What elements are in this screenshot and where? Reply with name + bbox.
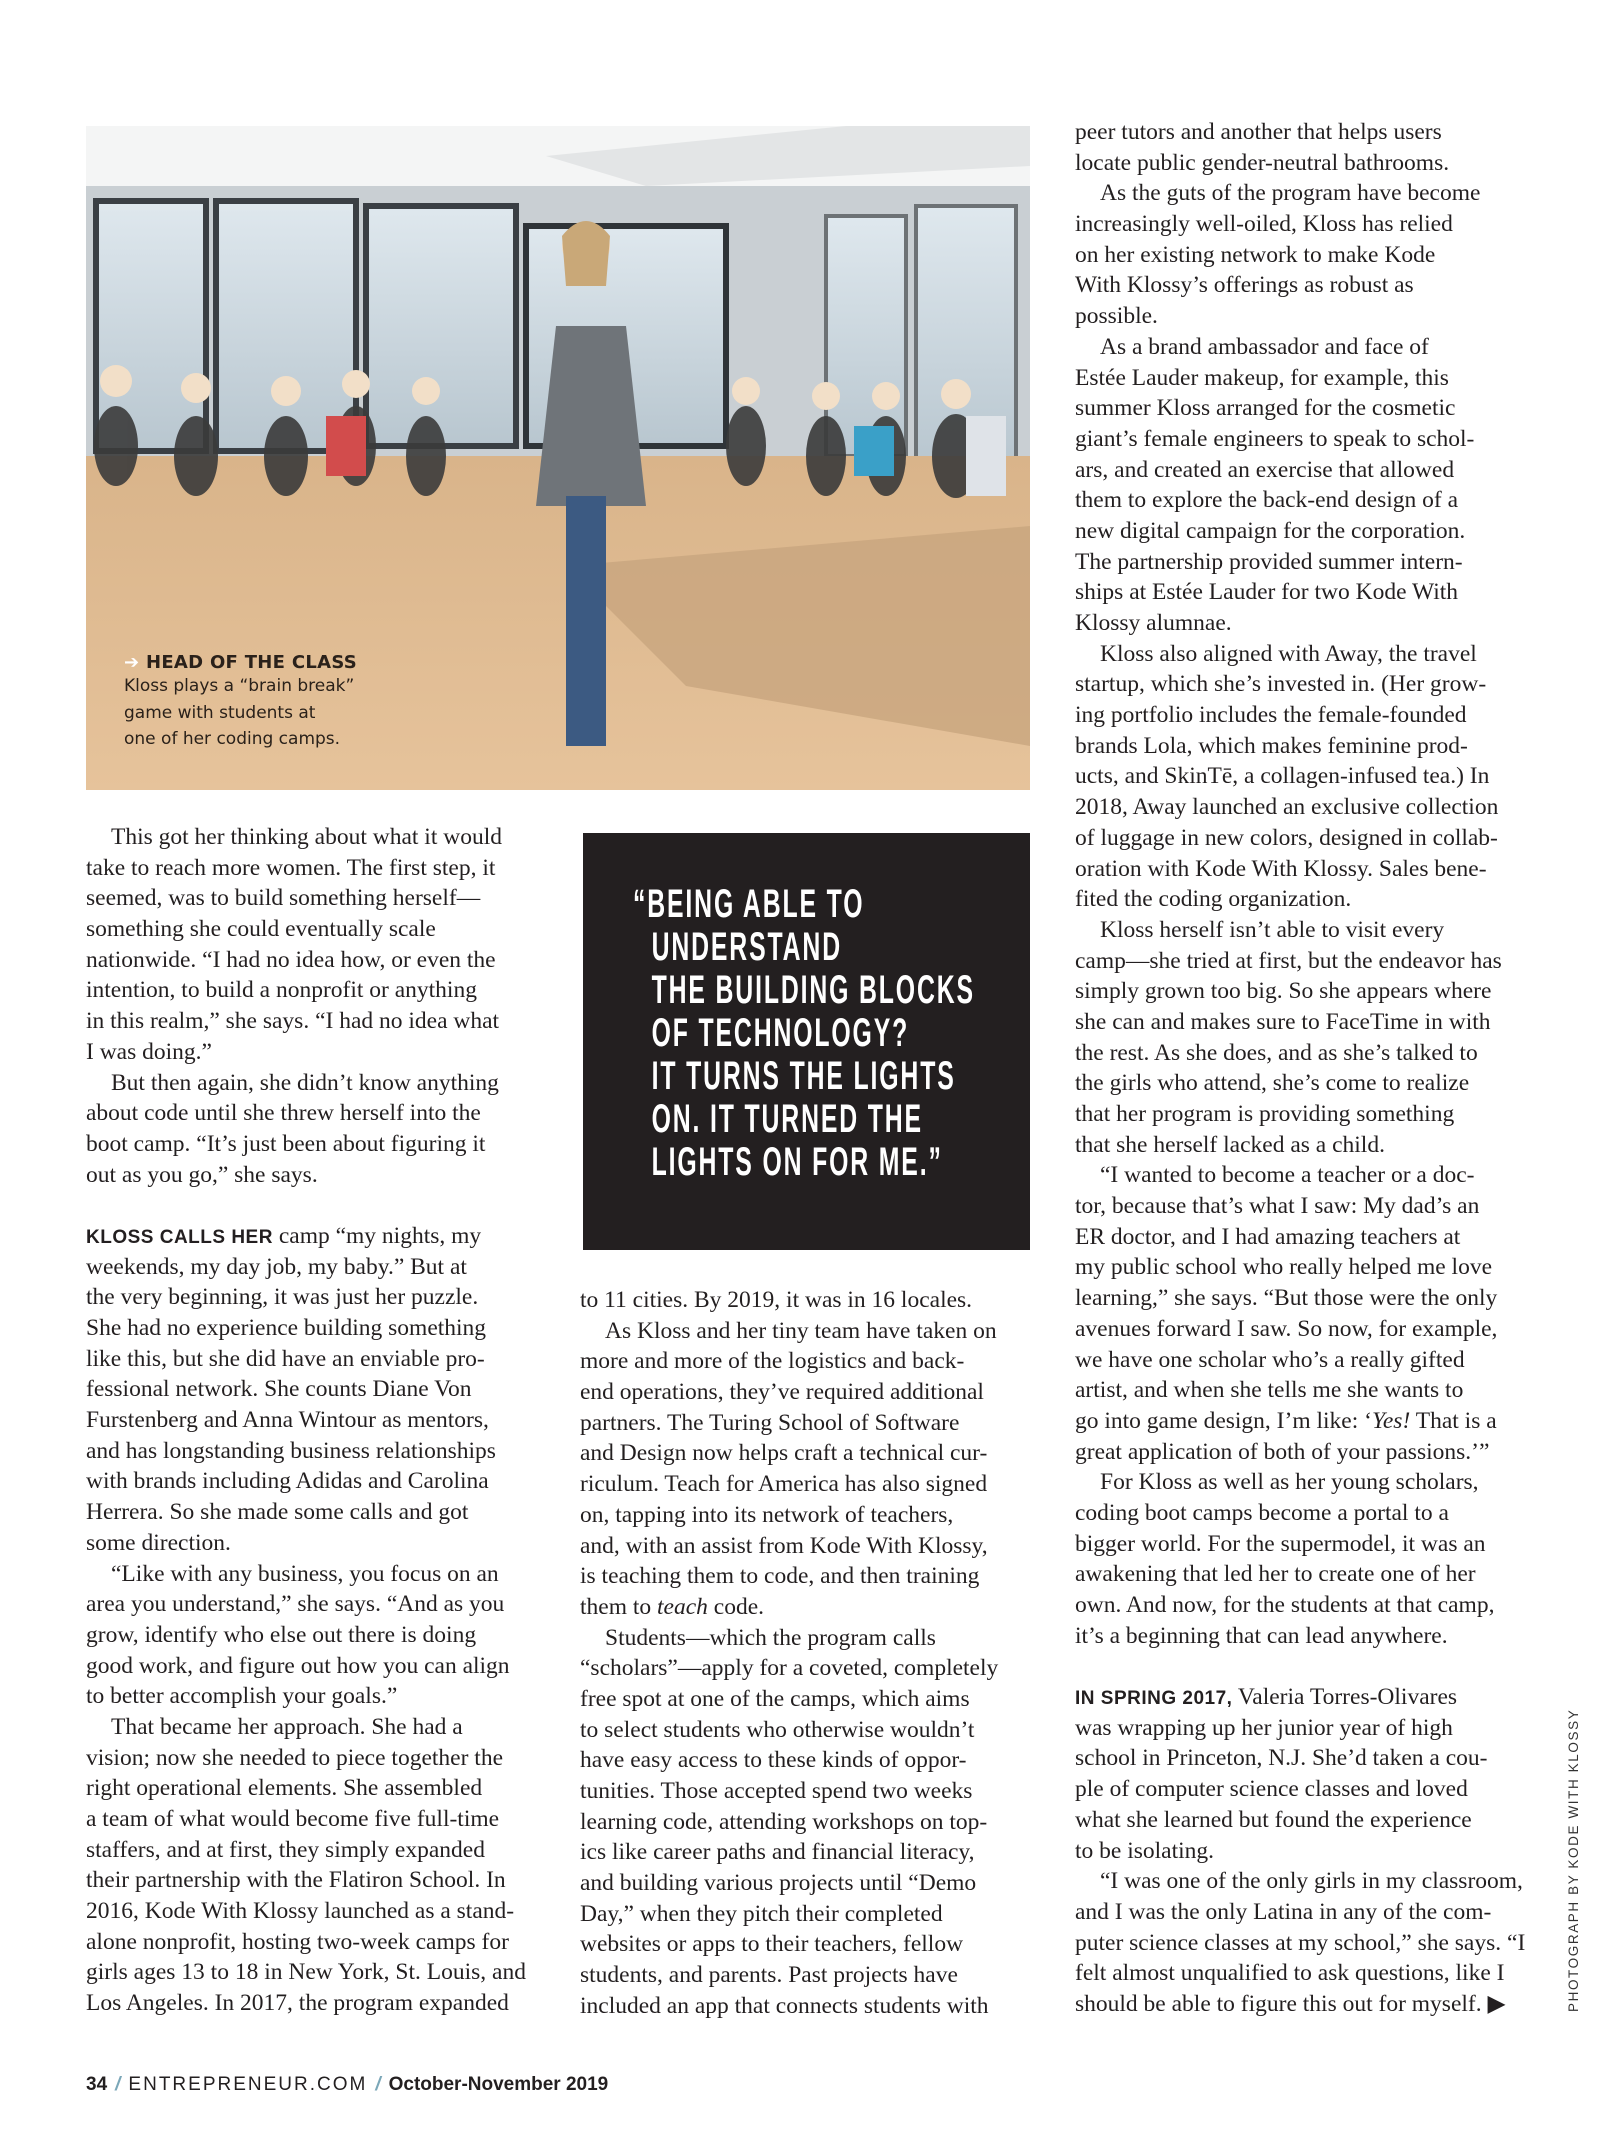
line-text: possible. <box>1075 303 1158 330</box>
text-line <box>1075 1498 1535 1529</box>
text-line <box>1075 1222 1535 1253</box>
line-text: puter science classes at my school,” she says. “I <box>1075 1929 1526 1956</box>
text-line <box>1075 639 1535 670</box>
text-line <box>1075 1160 1535 1191</box>
line-text: tor, because that’s what I saw: My dad’s an <box>1075 1193 1480 1220</box>
text-line <box>86 1927 546 1958</box>
line-text: boot camp. “It’s just been about figuring it <box>86 1130 486 1157</box>
line-text: and building various projects until “Demo <box>580 1870 977 1897</box>
text-line <box>86 1712 546 1743</box>
site-name: ENTREPRENEUR.COM <box>128 2074 368 2095</box>
line-text: students, and parents. Past projects have <box>580 1962 958 1989</box>
slash-divider: / <box>375 2074 381 2095</box>
pull-quote-line: IT TURNS THE LIGHTS <box>651 1054 956 1098</box>
text-line <box>1075 976 1535 1007</box>
text-line <box>86 883 546 914</box>
line-text: 2016, Kode With Klossy launched as a stand- <box>86 1898 515 1925</box>
text-line <box>1075 1743 1535 1774</box>
line-text: coding boot camps become a portal to a <box>1075 1499 1449 1526</box>
text-line <box>86 914 546 945</box>
text-line <box>86 1221 546 1252</box>
line-text: what she learned but found the experience <box>1075 1806 1472 1833</box>
text-line <box>1075 1897 1535 1928</box>
line-text: to be isolating. <box>1075 1837 1215 1864</box>
text-line <box>1075 1406 1535 1437</box>
text-line <box>86 1436 546 1467</box>
pull-quote <box>583 833 1030 1250</box>
line-text: felt almost unqualified to ask questions, like I <box>1075 1960 1505 1987</box>
line-text: and I was the only Latina in any of the com- <box>1075 1898 1492 1925</box>
text-line <box>580 1745 1040 1776</box>
line-text: like this, but she did have an enviable pro- <box>86 1345 485 1372</box>
text-line <box>1075 1345 1535 1376</box>
line-text: them to <box>580 1593 658 1620</box>
text-line <box>86 945 546 976</box>
text-line <box>1075 946 1535 977</box>
line-text: “scholars”—apply for a coveted, completely <box>580 1655 999 1682</box>
line-text: a team of what would become five full-time <box>86 1806 500 1832</box>
line-text: learning code, attending workshops on top- <box>580 1808 988 1835</box>
line-text: websites or apps to their teachers, fellow <box>580 1931 964 1958</box>
line-text: alone nonprofit, hosting two-week camps for <box>86 1928 509 1955</box>
text-line <box>1075 1866 1535 1897</box>
line-text: the very beginning, it was just her puzzle. <box>86 1284 479 1311</box>
line-text: bigger world. For the supermodel, it was an <box>1075 1530 1486 1557</box>
line-text: fessional network. She counts Diane Von <box>86 1376 472 1403</box>
line-text: ER doctor, and I had amazing teachers at <box>1075 1223 1461 1250</box>
text-line <box>86 1313 546 1344</box>
emphasis: teach <box>657 1593 708 1620</box>
text-line <box>1075 1682 1535 1713</box>
text-line <box>86 1589 546 1620</box>
text-line <box>1075 1529 1535 1560</box>
line-text: take to reach more women. The first step, it <box>86 854 496 881</box>
line-text: brands Lola, which makes feminine prod- <box>1075 732 1468 759</box>
text-line <box>86 1190 546 1221</box>
line-text: ing portfolio includes the female-founded <box>1075 702 1467 729</box>
text-line <box>86 853 546 884</box>
pull-quote-line: THE BUILDING BLOCKS <box>651 968 975 1012</box>
text-line <box>1075 1467 1535 1498</box>
text-line <box>1075 1191 1535 1222</box>
text-line <box>580 1316 1040 1347</box>
line-text: on, tapping into its network of teachers, <box>580 1501 954 1528</box>
line-text: startup, which she’s invested in. (Her grow- <box>1075 671 1487 698</box>
line-text: area you understand,” she says. “And as you <box>86 1591 505 1618</box>
text-line <box>580 1960 1040 1991</box>
text-line <box>1075 731 1535 762</box>
text-line <box>580 1899 1040 1930</box>
line-text: “I wanted to become a teacher or a doc- <box>1100 1162 1475 1189</box>
line-text: With Klossy’s offerings as robust as <box>1075 272 1414 299</box>
text-line <box>1075 577 1535 608</box>
text-line <box>1075 1314 1535 1345</box>
text-line <box>1075 608 1535 639</box>
line-text: right operational elements. She assembled <box>86 1775 483 1802</box>
line-text: go into game design, I’m like: ‘ <box>1075 1407 1372 1434</box>
line-text: “Like with any business, you focus on an <box>111 1560 499 1587</box>
line-text: vision; now she needed to piece together the <box>86 1744 503 1771</box>
text-line <box>86 1160 546 1191</box>
line-text: grow, identify who else out there is doing <box>86 1621 477 1648</box>
line-text: ple of computer science classes and loved <box>1075 1776 1468 1803</box>
page-number: 34 <box>86 2074 108 2095</box>
text-line <box>580 1438 1040 1469</box>
text-line <box>86 1559 546 1590</box>
text-line <box>86 1528 546 1559</box>
line-text: 2018, Away launched an exclusive collection <box>1075 794 1499 821</box>
caption-line: Kloss plays a “brain break” <box>124 676 355 696</box>
line-text: something she could eventually scale <box>86 916 436 943</box>
line-text: summer Kloss arranged for the cosmetic <box>1075 395 1456 422</box>
pull-quote-line: OF TECHNOLOGY? <box>651 1011 910 1055</box>
line-text: oration with Kode With Klossy. Sales bene- <box>1075 855 1487 882</box>
line-text: As Kloss and her tiny team have taken on <box>605 1317 997 1344</box>
text-line <box>1075 915 1535 946</box>
line-text: That became her approach. She had a <box>111 1713 463 1740</box>
text-line <box>86 1252 546 1283</box>
pull-quote-line: UNDERSTAND <box>651 925 842 969</box>
line-text: the girls who attend, she’s come to realize <box>1075 1070 1470 1097</box>
line-text: Day,” when they pitch their completed <box>580 1900 943 1927</box>
line-text: have easy access to these kinds of oppor- <box>580 1747 967 1774</box>
photo-caption <box>124 652 357 753</box>
text-line <box>1075 792 1535 823</box>
line-text: my public school who really helped me love <box>1075 1254 1493 1281</box>
line-text: The partnership provided summer intern- <box>1075 548 1463 575</box>
article-column-middle <box>580 1285 1040 2022</box>
line-text: end operations, they’ve required additional <box>580 1379 984 1406</box>
text-line <box>1075 761 1535 792</box>
text-line <box>580 1991 1040 2022</box>
line-text: is teaching them to code, and then training <box>580 1563 980 1590</box>
text-line <box>1075 1007 1535 1038</box>
line-text: As the guts of the program have become <box>1100 180 1481 207</box>
line-text: partners. The Turing School of Software <box>580 1409 960 1436</box>
text-line <box>580 1653 1040 1684</box>
line-text: Students—which the program calls <box>605 1624 936 1651</box>
line-text: own. And now, for the students at that camp, <box>1075 1592 1495 1618</box>
text-line <box>1075 1774 1535 1805</box>
text-line <box>86 1681 546 1712</box>
pull-quote-line: “BEING ABLE TO <box>633 882 865 926</box>
line-text: artist, and when she tells me she wants to <box>1075 1377 1464 1404</box>
text-line <box>1075 700 1535 731</box>
line-text: Los Angeles. In 2017, the program expanded <box>86 1990 509 2017</box>
text-line <box>580 1285 1040 1316</box>
text-line <box>1075 1989 1535 2020</box>
text-line <box>1075 1437 1535 1468</box>
line-text: locate public gender-neutral bathrooms. <box>1075 149 1450 176</box>
line-text: learning,” she says. “But those were the only <box>1075 1285 1498 1312</box>
line-text: it’s a beginning that can lead anywhere. <box>1075 1622 1448 1649</box>
line-text: Valeria Torres-Olivares <box>1232 1684 1458 1711</box>
line-text: good work, and figure out how you can align <box>86 1652 510 1679</box>
text-line <box>86 1037 546 1068</box>
line-text: the rest. As she does, and as she’s talked to <box>1075 1039 1478 1066</box>
text-line <box>86 1988 546 2019</box>
line-text: we have one scholar who’s a really gifted <box>1075 1346 1465 1373</box>
line-text: For Kloss as well as her young scholars, <box>1100 1469 1479 1496</box>
line-text: riculum. Teach for America has also signed <box>580 1471 988 1498</box>
line-text: to better accomplish your goals.” <box>86 1683 398 1710</box>
text-line <box>580 1346 1040 1377</box>
text-line <box>1075 455 1535 486</box>
line-text: peer tutors and another that helps users <box>1075 119 1442 145</box>
text-line <box>1075 1038 1535 1069</box>
text-line <box>1075 117 1535 148</box>
text-line <box>1075 1836 1535 1867</box>
text-line <box>86 1466 546 1497</box>
text-line <box>580 1561 1040 1592</box>
emphasis: Yes! <box>1371 1407 1411 1434</box>
text-line <box>86 1651 546 1682</box>
line-text: Klossy alumnae. <box>1075 610 1232 636</box>
text-line <box>1075 1559 1535 1590</box>
text-line <box>86 1957 546 1988</box>
line-text: code. <box>707 1593 765 1620</box>
text-line <box>1075 1375 1535 1406</box>
text-line <box>1075 209 1535 240</box>
text-line <box>1075 1099 1535 1130</box>
caption-line: game with students at <box>124 702 316 723</box>
text-line <box>86 1497 546 1528</box>
caption-heading: ➔ HEAD OF THE CLASS <box>124 652 358 673</box>
line-text: should be able to figure this out for myself. ▶ <box>1075 1990 1506 2017</box>
text-line <box>1075 823 1535 854</box>
line-text: camp—she tried at first, but the endeavor has <box>1075 947 1502 974</box>
text-line <box>1075 1621 1535 1652</box>
text-line <box>580 1868 1040 1899</box>
line-text: included an app that connects students with <box>580 1992 989 2019</box>
line-text: their partnership with the Flatiron School. In <box>86 1867 506 1894</box>
photo-credit: PHOTOGRAPH BY KODE WITH KLOSSY <box>1566 1708 1581 2012</box>
text-line <box>580 1715 1040 1746</box>
text-line <box>580 1807 1040 1838</box>
text-line <box>580 1531 1040 1562</box>
line-text: school in Princeton, N.J. She’d taken a cou- <box>1075 1745 1488 1772</box>
text-line <box>580 1377 1040 1408</box>
line-text: girls ages 13 to 18 in New York, St. Louis, and <box>86 1959 526 1986</box>
line-text: was wrapping up her junior year of high <box>1075 1714 1453 1741</box>
line-text: on her existing network to make Kode <box>1075 241 1436 268</box>
text-line <box>1075 854 1535 885</box>
text-line <box>86 1743 546 1774</box>
line-text: simply grown too big. So she appears where <box>1075 978 1492 1005</box>
text-line <box>1075 240 1535 271</box>
text-line <box>86 1344 546 1375</box>
line-text: seemed, was to build something herself— <box>86 885 481 912</box>
line-text: increasingly well-oiled, Kloss has relied <box>1075 211 1453 238</box>
text-line <box>1075 301 1535 332</box>
line-text: She had no experience building something <box>86 1315 487 1341</box>
lead-in: KLOSS CALLS HER <box>86 1226 273 1248</box>
line-text: and has longstanding business relationships <box>86 1437 496 1464</box>
text-line <box>1075 547 1535 578</box>
line-text: ars, and created an exercise that allowed <box>1075 456 1455 483</box>
text-line <box>1075 178 1535 209</box>
text-line <box>86 1374 546 1405</box>
text-line <box>1075 1283 1535 1314</box>
line-text: some direction. <box>86 1529 231 1556</box>
text-line <box>1075 1958 1535 1989</box>
text-line <box>1075 270 1535 301</box>
text-line <box>580 1684 1040 1715</box>
line-text: great application of both of your passions.’” <box>1075 1438 1490 1465</box>
text-line <box>1075 669 1535 700</box>
line-text: giant’s female engineers to speak to schol- <box>1075 425 1475 452</box>
line-text: that her program is providing something <box>1075 1101 1455 1127</box>
text-line <box>86 1068 546 1099</box>
text-line <box>86 975 546 1006</box>
line-text: out as you go,” she says. <box>86 1161 318 1188</box>
text-line <box>1075 1805 1535 1836</box>
text-line <box>86 1405 546 1436</box>
arrow-right-icon: ➔ <box>124 652 146 673</box>
text-line <box>580 1592 1040 1623</box>
line-text: Estée Lauder makeup, for example, this <box>1075 364 1449 391</box>
line-text: and, with an assist from Kode With Klossy, <box>580 1532 988 1559</box>
line-text: about code until she threw herself into the <box>86 1100 481 1127</box>
pull-quote-line: ON. IT TURNED THE <box>651 1097 923 1141</box>
article-column-right <box>1075 117 1535 2020</box>
line-text: Herrera. So she made some calls and got <box>86 1499 469 1526</box>
text-line <box>1075 332 1535 363</box>
text-line <box>1075 485 1535 516</box>
text-line <box>86 1804 546 1835</box>
text-line <box>86 1865 546 1896</box>
text-line <box>1075 1651 1535 1682</box>
text-line <box>580 1623 1040 1654</box>
line-text: to 11 cities. By 2019, it was in 16 locales. <box>580 1287 973 1313</box>
text-line <box>1075 1130 1535 1161</box>
text-line <box>1075 1590 1535 1621</box>
text-line <box>1075 884 1535 915</box>
line-text: That is a <box>1410 1407 1497 1434</box>
text-line <box>1075 1928 1535 1959</box>
line-text: This got her thinking about what it would <box>111 824 502 850</box>
text-line <box>1075 363 1535 394</box>
line-text: avenues forward I saw. So now, for example, <box>1075 1315 1498 1342</box>
text-line <box>580 1500 1040 1531</box>
line-text: she can and makes sure to FaceTime in with <box>1075 1008 1491 1035</box>
line-text: Kloss herself isn’t able to visit every <box>1100 916 1445 943</box>
line-text: nationwide. “I had no idea how, or even the <box>86 946 496 973</box>
line-text: awakening that led her to create one of her <box>1075 1561 1476 1588</box>
text-line <box>1075 148 1535 179</box>
pull-quote-line: LIGHTS ON FOR ME.” <box>651 1140 943 1184</box>
line-text: in this realm,” she says. “I had no idea what <box>86 1008 500 1035</box>
line-text: staffers, and at first, they simply expanded <box>86 1836 485 1863</box>
text-line <box>580 1469 1040 1500</box>
text-line <box>86 1098 546 1129</box>
line-text: camp “my nights, my <box>272 1222 482 1249</box>
text-line <box>1075 1713 1535 1744</box>
caption-line: one of her coding camps. <box>124 729 341 749</box>
text-line <box>580 1837 1040 1868</box>
line-text: Furstenberg and Anna Wintour as mentors, <box>86 1407 489 1434</box>
text-line <box>1075 516 1535 547</box>
line-text: ics like career paths and financial literacy, <box>580 1839 975 1866</box>
text-line <box>580 1929 1040 1960</box>
text-line <box>86 1620 546 1651</box>
line-text: to select students who otherwise wouldn’t <box>580 1716 975 1743</box>
text-line <box>580 1408 1040 1439</box>
line-text: As a brand ambassador and face of <box>1100 333 1429 360</box>
line-text: tunities. Those accepted spend two weeks <box>580 1778 973 1804</box>
text-line <box>1075 1252 1535 1283</box>
lead-in: IN SPRING 2017, <box>1075 1688 1233 1710</box>
text-line <box>86 1835 546 1866</box>
line-text: fited the coding organization. <box>1075 886 1352 913</box>
line-text: intention, to build a nonprofit or anything <box>86 977 477 1004</box>
line-text: and Design now helps craft a technical cur- <box>580 1440 988 1467</box>
line-text: new digital campaign for the corporation. <box>1075 517 1466 544</box>
line-text: I was doing.” <box>86 1038 212 1065</box>
text-line <box>580 1776 1040 1807</box>
text-line <box>86 822 546 853</box>
text-line <box>86 1773 546 1804</box>
line-text: Kloss also aligned with Away, the travel <box>1100 640 1477 667</box>
article-column-left <box>86 822 546 2019</box>
line-text: with brands including Adidas and Carolina <box>86 1468 489 1495</box>
text-line <box>86 1896 546 1927</box>
line-text: them to explore the back-end design of a <box>1075 487 1459 514</box>
text-line <box>1075 424 1535 455</box>
text-line <box>1075 1068 1535 1099</box>
line-text: that she herself lacked as a child. <box>1075 1131 1385 1158</box>
issue-date: October-November 2019 <box>388 2074 609 2095</box>
text-line <box>86 1006 546 1037</box>
line-text: ships at Estée Lauder for two Kode With <box>1075 579 1459 606</box>
text-line <box>86 1282 546 1313</box>
line-text: more and more of the logistics and back- <box>580 1348 965 1375</box>
text-line <box>1075 393 1535 424</box>
line-text: free spot at one of the camps, which aims <box>580 1685 970 1712</box>
slash-divider: / <box>115 2074 121 2095</box>
line-text: But then again, she didn’t know anything <box>111 1069 499 1096</box>
line-text: ucts, and SkinTē, a collagen-infused tea.) In <box>1075 763 1490 790</box>
line-text: weekends, my day job, my baby.” But at <box>86 1253 467 1280</box>
text-line <box>86 1129 546 1160</box>
page-footer <box>86 2074 608 2096</box>
line-text: “I was one of the only girls in my classroom, <box>1100 1868 1523 1895</box>
line-text: of luggage in new colors, designed in collab- <box>1075 824 1498 851</box>
